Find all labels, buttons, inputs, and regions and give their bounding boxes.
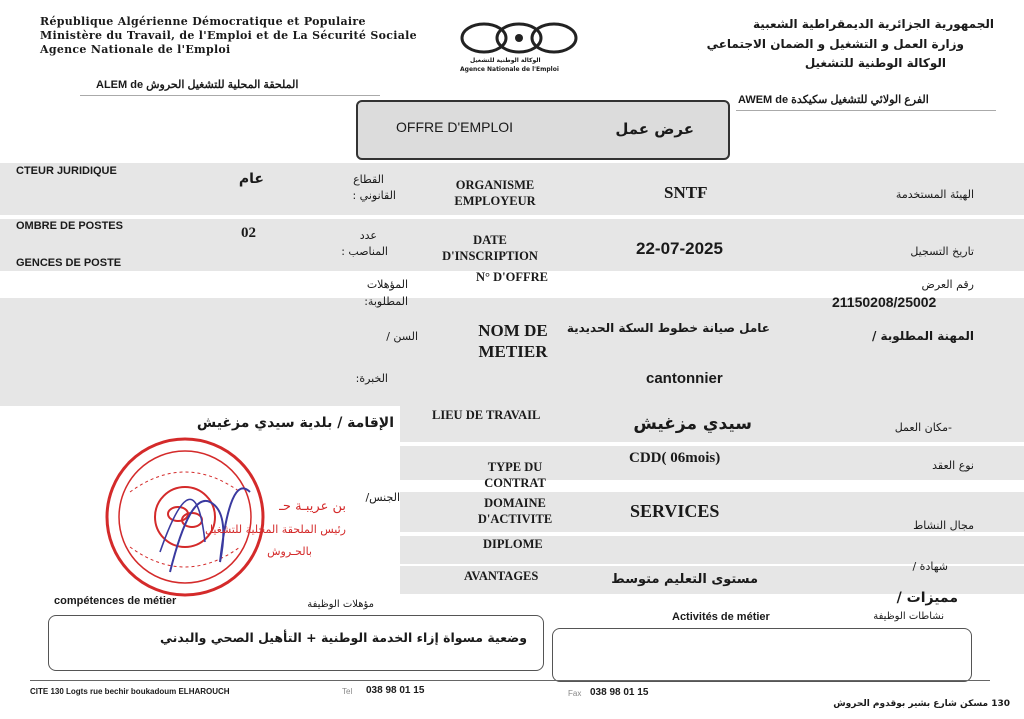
anem-logo-icon: [456, 18, 582, 58]
domaine-label-fr: DOMAINE D'ACTIVITE: [477, 496, 553, 526]
logo-text-fr: Agence Nationale de l'Emploi: [460, 66, 559, 73]
metier-label-fr: NOM DE METIER: [478, 321, 548, 362]
metier-value-ar: عامل صيانة خطوط السكة الحديدية: [566, 321, 770, 335]
official-stamp: [100, 432, 270, 602]
contrat-value: CDD( 06mois): [629, 450, 721, 466]
anem-logo: [456, 18, 582, 74]
postes-value: 02: [241, 225, 256, 241]
header-ar-line2: وزارة العمل و التشغيل و الضمان الاجتماعي: [706, 37, 964, 51]
secteur-label-ar-2: القانوني :: [352, 189, 396, 202]
qualif-label-ar-1: المؤهلات: [366, 278, 408, 291]
lieu-label-ar: -مكان العمل: [894, 421, 952, 434]
diplome-label-fr: DIPLOME: [483, 537, 543, 551]
organisme-label-fr: ORGANISME EMPLOYEUR: [454, 178, 536, 208]
diplome-label-ar: شهادة /: [912, 560, 948, 573]
footer-tel-value: 038 98 01 15: [366, 685, 425, 696]
footer-address-fr: CITE 130 Logts rue bechir boukadoum ELHAROUCH: [30, 687, 230, 696]
competences-label-fr: compétences de métier: [54, 595, 177, 607]
date-label-ar: تاريخ التسجيل: [910, 245, 974, 258]
date-label-fr: DATE D'INSCRIPTION: [442, 233, 538, 263]
footer-rule: [30, 680, 990, 681]
header-ar-line3: الوكالة الوطنية للتشغيل: [804, 56, 946, 70]
secteur-label-fr: CTEUR JURIDIQUE: [16, 165, 117, 177]
postes-label-ar-1: عدد: [359, 229, 377, 242]
metier-value-fr: cantonnier: [646, 370, 723, 387]
header-ar-line1: الجمهورية الجزائرية الديمقراطية الشعبية: [752, 17, 994, 31]
footer-fax-value: 038 98 01 15: [590, 687, 649, 698]
offre-no-label-fr: N° D'OFFRE: [476, 270, 549, 284]
stamp-line1: بن عريبـة حـ: [279, 499, 346, 514]
competences-value: وضعية مسواة إزاء الخدمة الوطنية + التأهيل الصحي والبدني: [160, 630, 527, 645]
domaine-label-ar: مجال النشاط: [913, 519, 974, 532]
sexe-label-ar: الجنس/: [365, 491, 400, 504]
secteur-value: عام: [238, 171, 264, 187]
footer-fax-label: Fax: [568, 689, 582, 698]
lieu-label-fr: LIEU DE TRAVAIL: [432, 408, 541, 422]
activites-label-fr: Activités de métier: [672, 611, 770, 623]
domaine-value: SERVICES: [630, 501, 720, 521]
secteur-label-ar-1: القطاع: [353, 173, 384, 186]
alem-label: ALEM de الملحقة المحلية للتشغيل الحروش: [96, 79, 299, 91]
alem-rule: [80, 95, 380, 96]
offre-no-value: 21150208/25002: [832, 294, 937, 310]
offer-title-box: [356, 100, 730, 160]
qualif-label-ar-2: المطلوبة:: [364, 295, 408, 308]
avantages-label-fr: AVANTAGES: [464, 569, 539, 583]
activites-box: [552, 628, 972, 682]
header-fr-line3: Agence Nationale de l'Emploi: [40, 43, 231, 56]
stamp-seal-icon: [100, 432, 270, 602]
postes-label-fr: OMBRE DE POSTES: [16, 220, 123, 232]
residence-value: الإقامة / بلدية سيدي مزغيش: [196, 415, 394, 431]
competences-label-ar: مؤهلات الوظيفة: [307, 599, 374, 610]
age-label-ar: السن /: [386, 330, 418, 343]
lieu-value: سيدي مزغيش: [633, 414, 752, 434]
offer-title-ar: عرض عمل: [615, 120, 694, 138]
experience-label-ar: الخبرة:: [355, 372, 388, 385]
header-fr-line1: République Algérienne Démocratique et Populaire: [40, 15, 366, 28]
organisme-value: SNTF: [664, 183, 708, 202]
logo-text-ar: الوكالة الوطنية للتشغيل: [470, 57, 541, 64]
contrat-label-ar: نوع العقد: [932, 459, 974, 472]
contrat-label-fr: TYPE DU CONTRAT: [484, 460, 546, 490]
avantages-value: مستوى التعليم متوسط: [611, 572, 758, 587]
organisme-label-ar: الهيئة المستخدمة: [895, 188, 974, 201]
header-fr-line2: Ministère du Travail, de l'Emploi et de La Sécurité Sociale: [40, 29, 417, 42]
offer-title-fr: OFFRE D'EMPLOI: [396, 119, 514, 135]
metier-label-ar: المهنة المطلوبة /: [871, 329, 974, 343]
awem-rule: [736, 110, 996, 111]
postes-label-ar-2: المناصب :: [341, 245, 388, 258]
activites-label-ar: نشاطات الوظيفة: [873, 611, 944, 622]
footer-tel-label: Tel: [342, 687, 353, 696]
date-value: 22-07-2025: [636, 239, 723, 258]
stamp-line3: بالحـروش: [267, 545, 312, 558]
footer-address-ar: 130 مسكن شارع بشير بوقدوم الحروش: [833, 699, 1010, 709]
offre-no-label-ar: رقم العرض: [921, 278, 974, 291]
exigences-label-fr: GENCES DE POSTE: [16, 257, 122, 269]
stamp-line2: رئيس الملحقة المحلية للتشغيل: [205, 523, 346, 536]
avantages-label-ar: مميزات /: [896, 590, 958, 606]
awem-label: AWEM de الفرع الولائي للتشغيل سكيكدة: [738, 94, 929, 106]
competences-box: [48, 615, 544, 671]
